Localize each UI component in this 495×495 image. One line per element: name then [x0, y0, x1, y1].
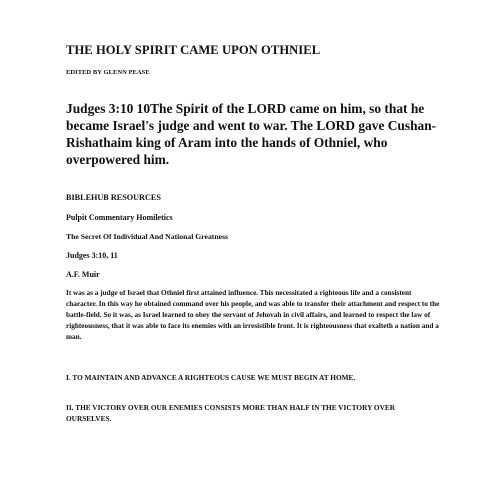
scripture-passage: Judges 3:10 10The Spirit of the LORD came on him, so that he became Israel's judge and went to war. The LORD gave Cushan-Rishathaim king of Aram into the hands of Othniel, who overpowered him. [66, 101, 437, 167]
editor-credit: EDITED BY GLENN PEASE [66, 69, 150, 76]
sermon-reference: Judges 3:10, 11 [66, 251, 118, 260]
sermon-point-1: I. TO MAINTAIN AND ADVANCE A RIGHTEOUS CAUSE WE MUST BEGIN AT HOME. [66, 373, 356, 382]
sermon-title: The Secret Of Individual And National Greatness [66, 232, 229, 241]
sermon-point-2: II. THE VICTORY OVER OUR ENEMIES CONSISTS MORE THAN HALF IN THE VICTORY OVER OURSELVES. [66, 403, 396, 423]
document-title: THE HOLY SPIRIT CAME UPON OTHNIEL [66, 43, 321, 57]
sermon-author: A.F. Muir [66, 270, 100, 279]
commentary-source: Pulpit Commentary Homiletics [66, 213, 173, 222]
resources-heading: BIBLEHUB RESOURCES [66, 193, 161, 202]
sermon-body-paragraph: It was as a judge of Israel that Othniel first attained influence. This necessitated a righteous life and a consistent character. In this way he obtained command over his people, and was able to transfer their attachment and respect to the battle-field. So it was, as Israel learned to obey the servant of Jehovah in civil affairs, and learned to respect the law of righteousness, that it was able to face its enemies with an irresistible front. It is righteousness that exalteth a nation and a man. [66, 289, 440, 342]
